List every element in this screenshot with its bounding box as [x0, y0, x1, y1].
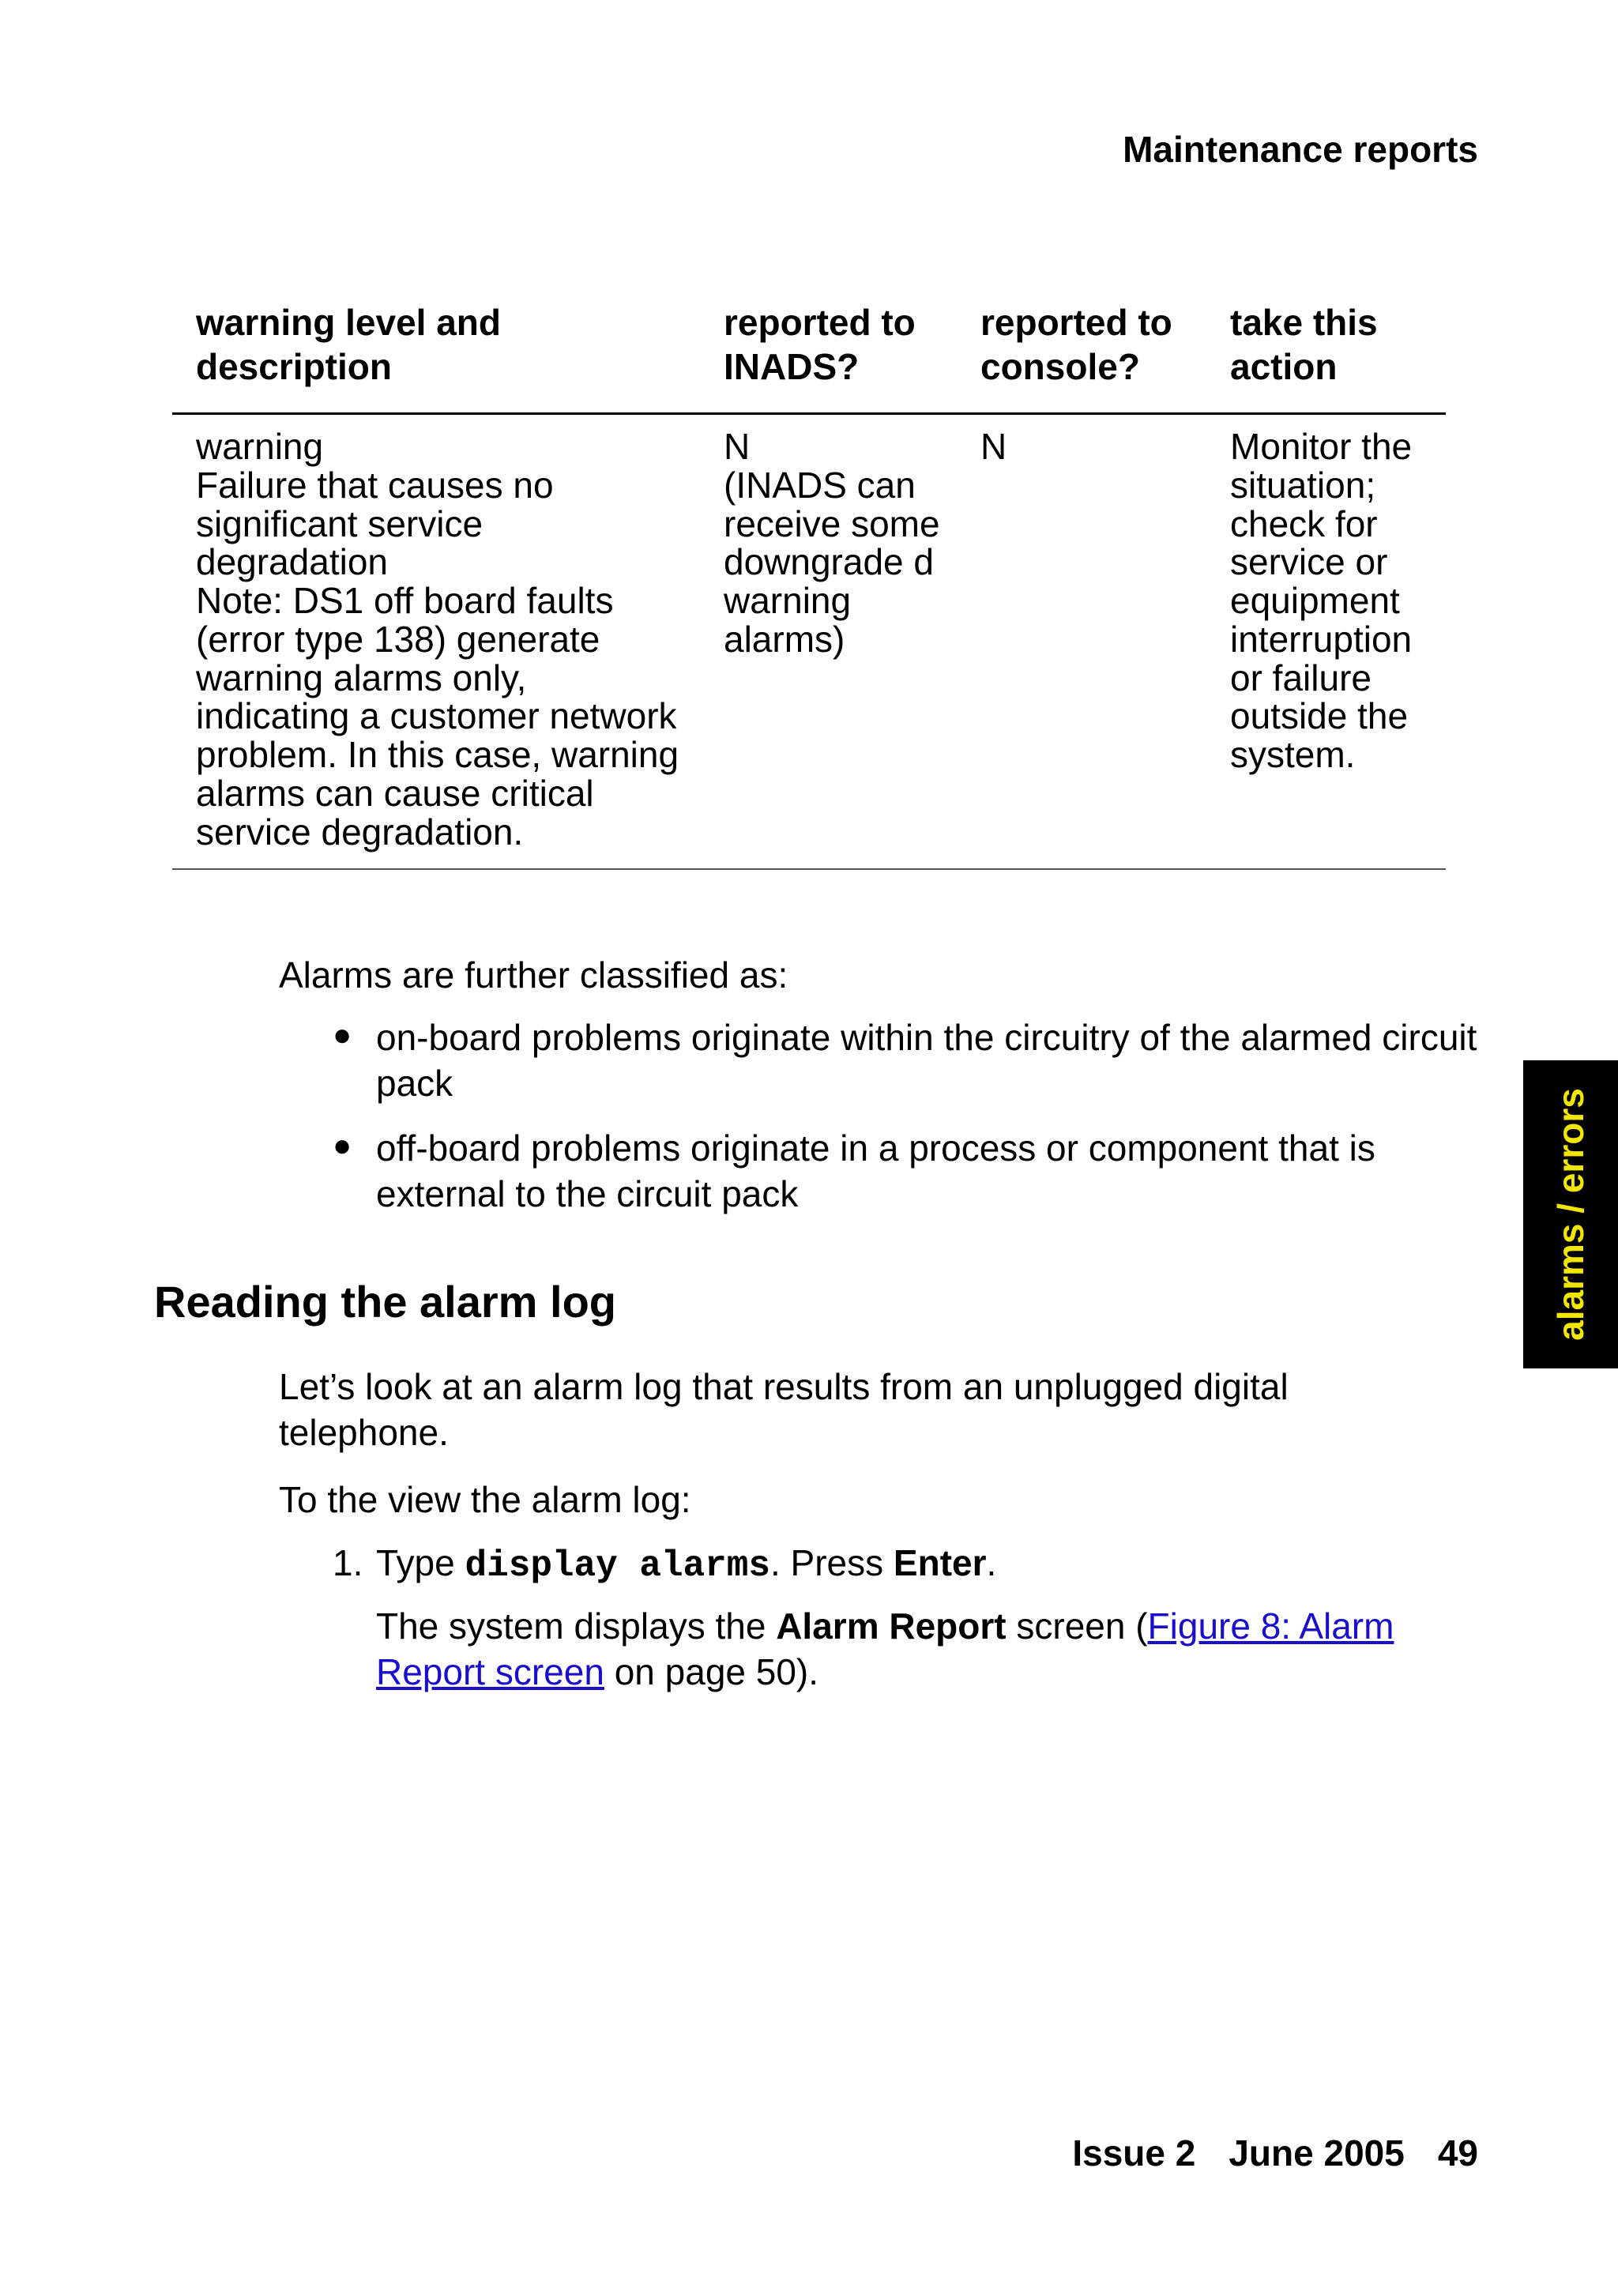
- table-header-row: [172, 292, 1446, 414]
- side-thumb-tab: [1523, 1060, 1618, 1368]
- cell-reported-console: N: [957, 414, 1206, 870]
- alarm-level-table: [172, 292, 1446, 870]
- footer-date: June 2005: [1229, 2132, 1405, 2174]
- list-item: [279, 1126, 1480, 1218]
- column-header-console: reported to console?: [957, 292, 1206, 414]
- running-header: Maintenance reports: [1123, 129, 1478, 170]
- column-header-action: take this action: [1206, 292, 1446, 414]
- steps-list: [279, 1541, 1480, 1696]
- list-item: [279, 1015, 1480, 1107]
- list-item-text: off-board problems originate in a process or component that is external to the circuit pack: [376, 1127, 1375, 1214]
- column-header-inads: reported to INADS?: [700, 292, 957, 414]
- key-name: Enter: [893, 1542, 987, 1583]
- step-instruction: [376, 1541, 1480, 1590]
- bullet-icon: ●: [333, 1127, 352, 1163]
- cell-level-description: warning Failure that causes no significant service degradation Note: DS1 off board faults (error type 138) generate warning alarms only, indicating a customer network problem. In this case, warning alarms can cause critical service degradation.: [172, 414, 700, 870]
- step-text: . Press: [769, 1542, 894, 1583]
- page-number: 49: [1437, 2132, 1478, 2174]
- figure-link[interactable]: Figure 8: Alarm Report screen: [376, 1605, 1394, 1692]
- step-number: 1.: [333, 1542, 363, 1583]
- cell-reported-inads: N (INADS can receive some downgrade d warning alarms): [700, 414, 957, 870]
- classification-intro: Alarms are further classified as:: [279, 954, 788, 996]
- column-header-level: warning level and description: [172, 292, 700, 414]
- command-text: display alarms: [465, 1545, 770, 1586]
- section-paragraph: Let’s look at an alarm log that results from an unplugged digital telephone.: [279, 1366, 1289, 1453]
- section-paragraph-intro: To the view the alarm log:: [279, 1479, 691, 1520]
- page-footer: [1072, 2132, 1478, 2174]
- bullet-icon: ●: [333, 1018, 352, 1052]
- step-item: [279, 1541, 1480, 1696]
- list-item-text: on-board problems originate within the circuitry of the alarmed circuit pack: [376, 1017, 1477, 1104]
- section-heading: Reading the alarm log: [154, 1277, 616, 1327]
- classification-list: [279, 1015, 1480, 1236]
- screen-name: Alarm Report: [776, 1605, 1007, 1647]
- footer-issue: Issue 2: [1072, 2132, 1196, 2174]
- step-result-text: screen (: [1006, 1605, 1148, 1647]
- cell-action: Monitor the situation; check for service or equipment interruption or failure outside the system.: [1206, 414, 1446, 870]
- table-row: [172, 414, 1446, 870]
- step-text: Type: [376, 1542, 465, 1583]
- step-text: .: [986, 1542, 997, 1583]
- step-result-text: on page 50).: [604, 1650, 819, 1692]
- step-result-text: The system displays the: [376, 1605, 777, 1647]
- side-tab-label: alarms / errors: [1550, 1088, 1591, 1341]
- step-result: [376, 1604, 1480, 1696]
